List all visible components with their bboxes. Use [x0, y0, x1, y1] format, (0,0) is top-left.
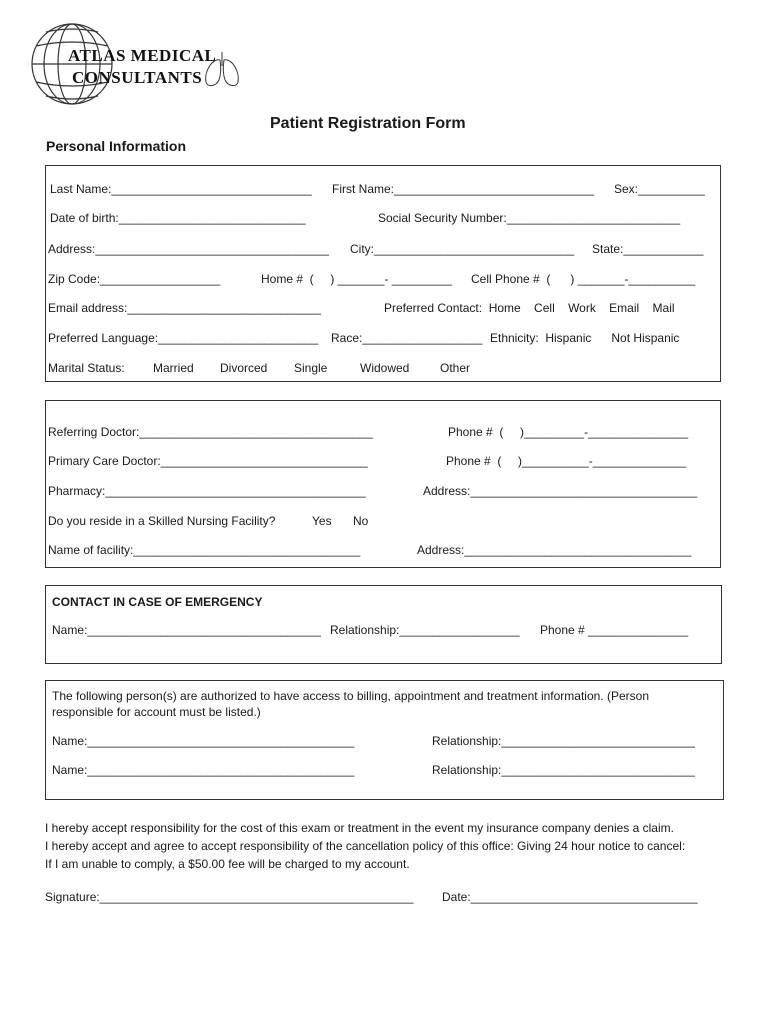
section-title-personal: Personal Information [46, 138, 187, 154]
city-field[interactable]: City:______________________________ [350, 242, 575, 256]
race-field[interactable]: Race:__________________ [331, 331, 483, 345]
state-field[interactable]: State:____________ [592, 242, 704, 256]
emergency-phone-field[interactable]: Phone # _______________ [540, 623, 689, 637]
authorized-relationship-1-field[interactable]: Relationship:_____________________________ [432, 734, 695, 748]
email-field[interactable]: Email address:_____________________________ [48, 301, 321, 315]
authorized-relationship-2-field[interactable]: Relationship:_____________________________ [432, 763, 695, 777]
marital-option-married[interactable]: Married [153, 361, 194, 375]
cell-phone-field[interactable]: Cell Phone # ( ) _______-__________ [471, 272, 696, 286]
preferred-contact-options[interactable]: Preferred Contact: Home Cell Work Email Mail [384, 301, 675, 315]
home-phone-field[interactable]: Home # ( ) _______- _________ [261, 272, 452, 286]
consent-line-1: I hereby accept responsibility for the cost of this exam or treatment in the event my insurance company denies a claim. [45, 821, 674, 835]
emergency-relationship-field[interactable]: Relationship:__________________ [330, 623, 520, 637]
referring-doctor-phone-field[interactable]: Phone # ( )_________-_______________ [448, 425, 689, 439]
consent-line-3: If I am unable to comply, a $50.00 fee will be charged to my account. [45, 857, 410, 871]
ethnicity-options[interactable]: Ethnicity: Hispanic Not Hispanic [490, 331, 680, 345]
ssn-field[interactable]: Social Security Number:__________________________ [378, 211, 681, 225]
primary-doctor-field[interactable]: Primary Care Doctor:_______________________________ [48, 454, 368, 468]
logo-line-2: CONSULTANTS [72, 68, 203, 87]
primary-doctor-phone-field[interactable]: Phone # ( )__________-______________ [446, 454, 687, 468]
nursing-yes-option[interactable]: Yes [312, 514, 332, 528]
form-title: Patient Registration Form [270, 115, 466, 132]
authorized-intro-line-2: responsible for account must be listed.) [52, 705, 261, 719]
marital-option-other[interactable]: Other [440, 361, 471, 375]
consent-line-2: I hereby accept and agree to accept responsibility of the cancellation policy of this office: Giving 24 hour notice to cancel: [45, 839, 686, 853]
facility-name-field[interactable]: Name of facility:__________________________________ [48, 543, 361, 557]
address-field[interactable]: Address:___________________________________ [48, 242, 329, 256]
authorized-intro-line-1: The following person(s) are authorized to have access to billing, appointment and treatment information. (Person [52, 689, 649, 703]
pharmacy-address-field[interactable]: Address:__________________________________ [423, 484, 698, 498]
referring-doctor-field[interactable]: Referring Doctor:___________________________________ [48, 425, 373, 439]
nursing-no-option[interactable]: No [353, 514, 369, 528]
logo-line-1: ATLAS MEDICAL [68, 46, 217, 65]
signature-field[interactable]: Signature:_______________________________________________ [45, 890, 414, 904]
marital-option-single[interactable]: Single [294, 361, 328, 375]
language-field[interactable]: Preferred Language:________________________ [48, 331, 319, 345]
dob-field[interactable]: Date of birth:____________________________ [50, 211, 306, 225]
authorized-name-1-field[interactable]: Name:________________________________________ [52, 734, 355, 748]
marital-status-label: Marital Status: [48, 361, 125, 375]
marital-option-widowed[interactable]: Widowed [360, 361, 410, 375]
facility-address-field[interactable]: Address:__________________________________ [417, 543, 692, 557]
nursing-facility-question: Do you reside in a Skilled Nursing Facility? [48, 514, 276, 528]
date-field[interactable]: Date:__________________________________ [442, 890, 698, 904]
pharmacy-field[interactable]: Pharmacy:_______________________________________ [48, 484, 366, 498]
emergency-name-field[interactable]: Name:___________________________________ [52, 623, 321, 637]
zip-field[interactable]: Zip Code:__________________ [48, 272, 221, 286]
atlas-medical-logo [28, 16, 248, 112]
authorized-name-2-field[interactable]: Name:________________________________________ [52, 763, 355, 777]
emergency-heading: CONTACT IN CASE OF EMERGENCY [52, 595, 263, 609]
last-name-field[interactable]: Last Name:______________________________ [50, 182, 312, 196]
marital-option-divorced[interactable]: Divorced [220, 361, 268, 375]
sex-field[interactable]: Sex:__________ [614, 182, 705, 196]
first-name-field[interactable]: First Name:______________________________ [332, 182, 595, 196]
